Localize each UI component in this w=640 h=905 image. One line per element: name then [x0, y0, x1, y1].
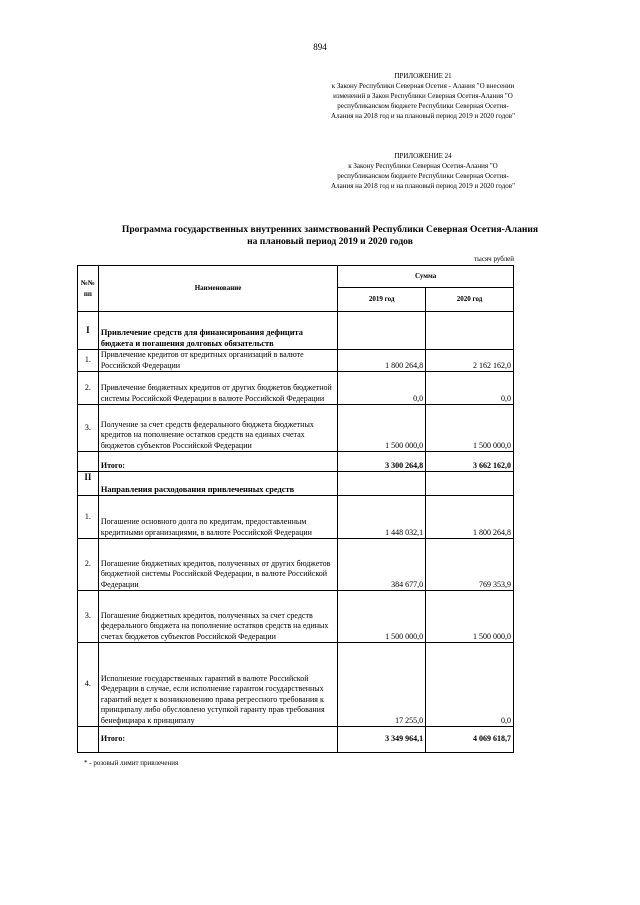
table-header-row	[78, 266, 514, 288]
column-header-number: №№ пп	[78, 266, 99, 312]
section-1-total-2020: 3 662 162,0	[426, 452, 514, 472]
column-header-2019: 2019 год	[338, 288, 426, 312]
table-row: 3. Получение за счет средств федерального бюджета бюджетных кредитов на пополнение остатков средств на единых счетах бюджетов субъектов Российской Федерации 1 500 000,0 1 500 000,0	[78, 405, 514, 452]
table-row: 2. Погашение бюджетных кредитов, полученных от других бюджетов бюджетной системы Российской Федерации, в валюте Российской Федерации 384 677,0 769 353,9	[78, 539, 514, 591]
section-2-header-row	[78, 472, 514, 496]
document-title-line-2: на плановый период 2019 и 2020 годов	[247, 236, 413, 247]
appendix-21-title: ПРИЛОЖЕНИЕ 21	[394, 72, 452, 80]
section-1-total-label: Итого:	[98, 452, 337, 472]
appendix-24-text: к Закону Республики Северная Осетия-Алания "О республиканском бюджете Республики Северная Осетия-Алания на 2018 год и на плановый период 2019 и 2020 годов"	[331, 162, 515, 190]
footnote: * - розовый лимит привлечения	[84, 759, 179, 767]
section-2-total-row	[78, 727, 514, 753]
table-row: 1. Привлечение кредитов от кредитных организаций в валюте Российской Федерации 1 800 264,8 2 162 162,0	[78, 350, 514, 372]
borrowing-program-table	[77, 265, 514, 753]
appendix-24-title: ПРИЛОЖЕНИЕ 24	[394, 152, 452, 160]
section-1-total-row	[78, 452, 514, 472]
document-title	[60, 224, 600, 248]
units-label: тысяч рублей	[474, 255, 514, 263]
table-row: 2. Привлечение бюджетных кредитов от других бюджетов бюджетной системы Российской Федерации в валюте Российской Федерации 0,0 0,0	[78, 372, 514, 405]
section-1-name: Привлечение средств для финансирования дефицита бюджета и погашения долговых обязательств	[98, 312, 337, 350]
section-1-total-2019: 3 300 264,8	[338, 452, 426, 472]
appendix-21-text: к Закону Республики Северная Осетия - Алания "О внесении изменений в Закон Республики Северная Осетия-Алания "О республиканском бюджете Республики Северная Осетия-Алания на 2018 год и на плановый период 2019 и 2020 годов"	[331, 82, 515, 120]
section-1-header-row	[78, 312, 514, 350]
appendix-21-header	[328, 71, 518, 121]
table-row: 4. Исполнение государственных гарантий в валюте Российской Федерации в случае, если исполнение гарантом государственных гарантий ведет к возникновению права регрессного требования к принципалу либо обусловлено уступкой гаранту прав требования бенефициара к принципалу 17 255,0 0,0	[78, 643, 514, 727]
section-2-number: II	[78, 472, 99, 496]
table-row: 1. Погашение основного долга по кредитам, предоставленным кредитными организациями, в валюте Российской Федерации 1 448 032,1 1 800 264,8	[78, 496, 514, 539]
column-header-2020: 2020 год	[426, 288, 514, 312]
appendix-24-header	[328, 151, 518, 191]
table-row: 3. Погашение бюджетных кредитов, полученных за счет средств федерального бюджета на пополнение остатков средств на единых счетах бюджетов субъектов Российской Федерации 1 500 000,0 1 500 000,0	[78, 591, 514, 643]
column-header-sum: Сумма	[338, 266, 514, 288]
column-header-name: Наименование	[98, 266, 337, 312]
section-2-total-2020: 4 069 618,7	[426, 727, 514, 753]
document-title-line-1: Программа государственных внутренних заимствований Республики Северная Осетия-Алания	[121, 224, 539, 235]
section-2-total-2019: 3 349 964,1	[338, 727, 426, 753]
section-2-total-label: Итого:	[98, 727, 337, 753]
section-1-number: I	[78, 312, 99, 350]
section-2-name: Направления расходования привлеченных средств	[98, 472, 337, 496]
page-number: 894	[313, 42, 327, 52]
